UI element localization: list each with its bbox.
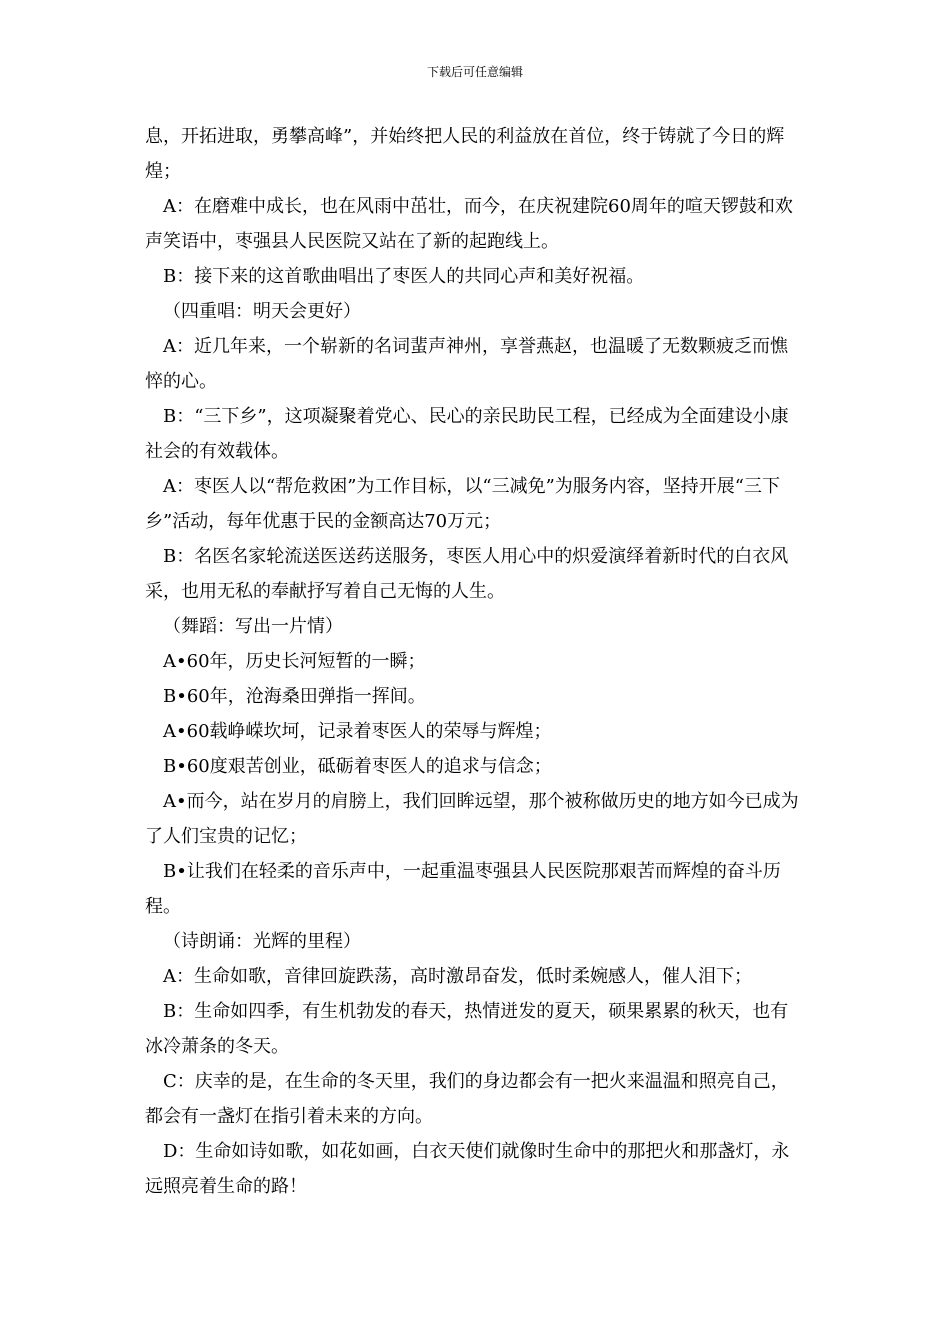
document-body [145,119,805,1204]
paragraph: B•让我们在轻柔的音乐声中，一起重温枣强县人民医院那艰苦而辉煌的奋斗历程。 [145,861,781,917]
paragraph: A：生命如歌，音律回旋跌荡，高时激昂奋发，低时柔婉感人，催人泪下； [163,966,752,987]
paragraph: B：接下来的这首歌曲唱出了枣医人的共同心声和美好祝福。 [163,266,645,287]
paragraph: A•而今，站在岁月的肩膀上，我们回眸远望，那个被称做历史的地方如今已成为了人们宝贵的记忆； [145,791,799,847]
paragraph: C：庆幸的是，在生命的冬天里，我们的身边都会有一把火来温温和照亮自己，都会有一盏灯在指引着未来的方向。 [145,1071,789,1127]
paragraph: A：近几年来，一个崭新的名词蜚声神州，享誉燕赵，也温暖了无数颗疲乏而憔悴的心。 [145,336,788,392]
paragraph: A•60年，历史长河短暂的一瞬； [163,651,426,672]
paragraph: D：生命如诗如歌，如花如画，白衣天使们就像时生命中的那把火和那盏灯，永远照亮着生命的路！ [145,1141,790,1197]
paragraph: A•60载峥嵘坎坷，记录着枣医人的荣辱与辉煌； [163,721,552,742]
paragraph: B•60年，沧海桑田弹指一挥间。 [163,686,426,707]
paragraph: B•60度艰苦创业，砥砺着枣医人的追求与信念； [163,756,552,777]
stage-direction: （四重唱：明天会更好） [163,301,361,322]
paragraph: B：“三下乡”，这项凝聚着党心、民心的亲民助民工程，已经成为全面建设小康社会的有效载体。 [145,406,789,462]
paragraph: B：生命如四季，有生机勃发的春天，热情迸发的夏天，硕果累累的秋天，也有冰冷萧条的冬天。 [145,1001,789,1057]
paragraph: B：名医名家轮流送医送药送服务，枣医人用心中的炽爱演绎着新时代的白衣风采，也用无私的奉献抒写着自己无悔的人生。 [145,546,789,602]
page-header-note: 下载后可任意编辑 [426,65,523,79]
stage-direction: （诗朗诵：光辉的里程） [163,931,361,952]
paragraph: 息，开拓进取，勇攀高峰”，并始终把人民的利益放在首位，终于铸就了今日的辉煌； [145,126,785,182]
stage-direction: （舞蹈：写出一片情） [163,616,343,637]
paragraph: A：在磨难中成长，也在风雨中茁壮，而今，在庆祝建院60周年的喧天锣鼓和欢声笑语中，枣强县人民医院又站在了新的起跑线上。 [145,196,793,252]
paragraph: A：枣医人以“帮危救困”为工作目标，以“三减免”为服务内容，坚持开展“三下乡”活动，每年优惠于民的金额高达70万元； [145,476,781,532]
